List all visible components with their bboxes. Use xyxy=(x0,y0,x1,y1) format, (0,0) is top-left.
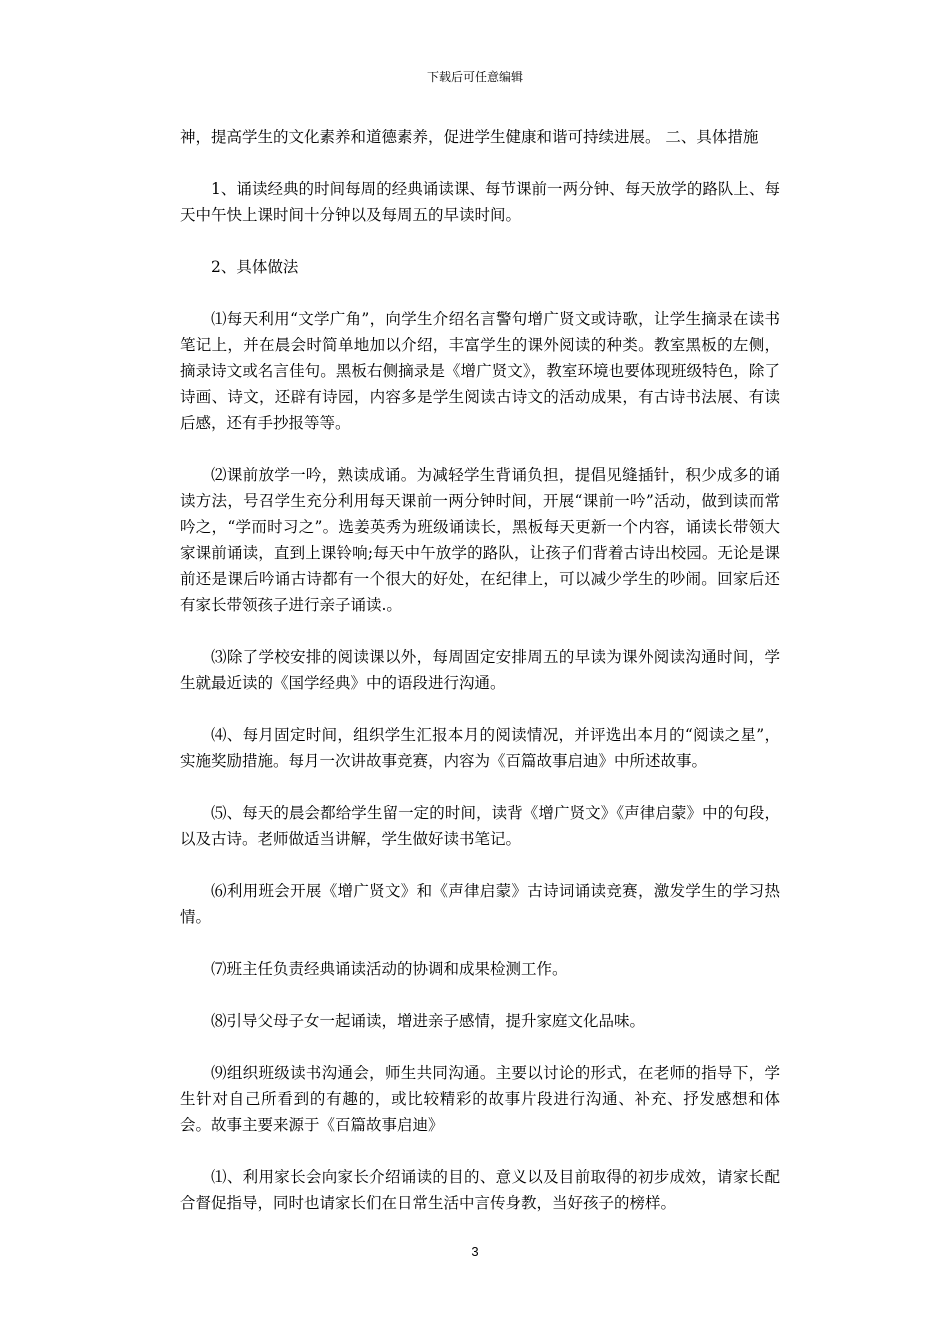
page-number: 3 xyxy=(471,1244,479,1259)
document-body xyxy=(180,124,780,1216)
paragraph-item-1: ⑴每天利用“文学广角”，向学生介绍名言警句增广贤文或诗歌，让学生摘录在读书笔记上，并在晨会时简单地加以介绍，丰富学生的课外阅读的种类。教室黑板的左侧，摘录诗文或名言佳句。黑板右侧摘录是《增广贤文》，教室环境也要体现班级特色，除了诗画、诗文，还辟有诗园，内容多是学生阅读古诗文的活动成果，有古诗书法展、有读后感，还有手抄报等等。 xyxy=(180,310,780,432)
paragraph-reading-time: 1、诵读经典的时间每周的经典诵读课、每节课前一两分钟、每天放学的路队上、每天中午快上课时间十分钟以及每周五的早读时间。 xyxy=(180,180,780,224)
paragraph-item-2: ⑵课前放学一吟，熟读成诵。为减轻学生背诵负担，提倡见缝插针，积少成多的诵读方法，号召学生充分利用每天课前一两分钟时间，开展“课前一吟”活动，做到读而常吟之，“学而时习之”。选姜英秀为班级诵读长，黑板每天更新一个内容，诵读长带领大家课前诵读，直到上课铃响;每天中午放学的路队，让孩子们背着古诗出校园。无论是课前还是课后吟诵古诗都有一个很大的好处，在纪律上，可以减少学生的吵闹。回家后还有家长带领孩子进行亲子诵读.。 xyxy=(180,466,780,614)
paragraph-methods-heading: 2、具体做法 xyxy=(211,258,299,276)
paragraph-continuation: 神，提高学生的文化素养和道德素养，促进学生健康和谐可持续进展。 二、具体措施 xyxy=(180,128,759,146)
paragraph-item-8: ⑻引导父母子女一起诵读，增进亲子感情，提升家庭文化品味。 xyxy=(211,1012,646,1030)
paragraph-item-9: ⑼组织班级读书沟通会，师生共同沟通。主要以讨论的形式，在老师的指导下，学生针对自己所看到的有趣的，或比较精彩的故事片段进行沟通、补充、抒发感想和体会。故事主要来源于《百篇故事启迪》 xyxy=(180,1064,780,1134)
paragraph-item-7: ⑺班主任负责经典诵读活动的协调和成果检测工作。 xyxy=(211,960,568,978)
paragraph-item-3: ⑶除了学校安排的阅读课以外，每周固定安排周五的早读为课外阅读沟通时间，学生就最近读的《国学经典》中的语段进行沟通。 xyxy=(180,648,780,692)
paragraph-item-6: ⑹利用班会开展《增广贤文》和《声律启蒙》古诗词诵读竞赛，激发学生的学习热情。 xyxy=(180,882,780,926)
header-note: 下载后可任意编辑 xyxy=(426,70,523,84)
paragraph-parent-item-1: ⑴、利用家长会向家长介绍诵读的目的、意义以及目前取得的初步成效，请家长配合督促指导，同时也请家长们在日常生活中言传身教，当好孩子的榜样。 xyxy=(180,1168,780,1212)
paragraph-item-5: ⑸、每天的晨会都给学生留一定的时间，读背《增广贤文》《声律启蒙》中的句段，以及古诗。老师做适当讲解，学生做好读书笔记。 xyxy=(180,804,780,848)
paragraph-item-4: ⑷、每月固定时间，组织学生汇报本月的阅读情况，并评选出本月的“阅读之星”，实施奖励措施。每月一次讲故事竞赛，内容为《百篇故事启迪》中所述故事。 xyxy=(180,726,780,770)
